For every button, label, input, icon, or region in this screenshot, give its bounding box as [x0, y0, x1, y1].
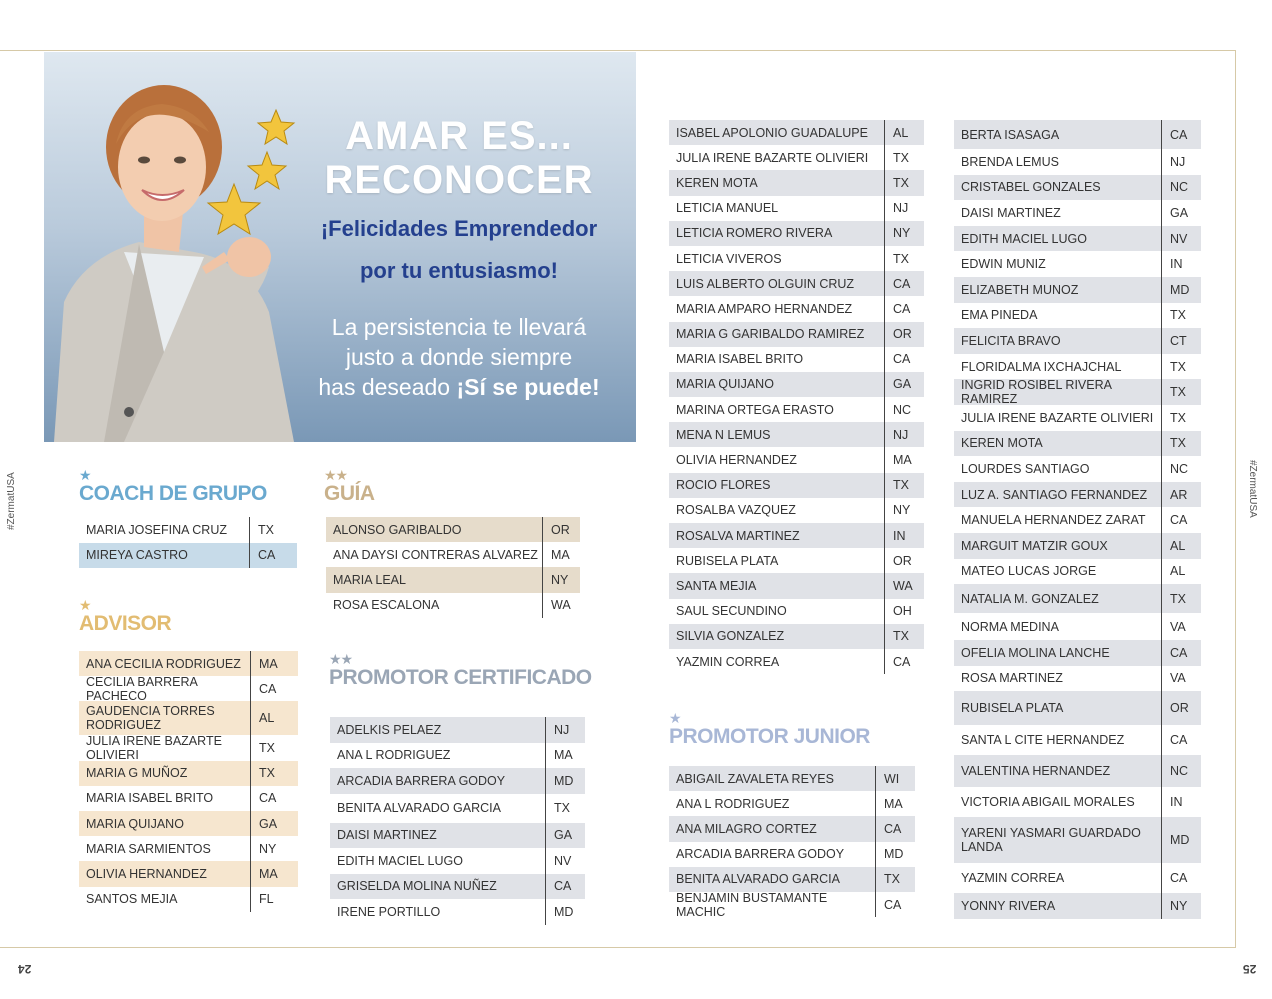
member-state: GA — [1161, 200, 1201, 226]
table-row — [330, 874, 585, 900]
member-state: AL — [884, 120, 924, 145]
table-row — [954, 893, 1201, 919]
member-state: MA — [875, 791, 915, 816]
member-name: NORMA MEDINA — [961, 619, 1059, 634]
guia-heading — [324, 468, 375, 506]
member-name: MARIA SARMIENTOS — [86, 841, 211, 856]
table-row — [954, 817, 1201, 863]
member-state: GA — [884, 372, 924, 397]
member-name: MARGUIT MATZIR GOUX — [961, 538, 1108, 553]
member-name: OLIVIA HERNANDEZ — [86, 866, 207, 881]
member-name: ANA CECILIA RODRIGUEZ — [86, 656, 241, 671]
member-state: TX — [1161, 584, 1201, 613]
table-row — [669, 246, 924, 271]
junior-title: PROMOTOR JUNIOR — [669, 725, 870, 748]
member-state: VA — [1161, 613, 1201, 640]
member-state: MA — [542, 542, 580, 567]
star-icon: ★ — [79, 467, 91, 483]
banner-message-3a: has deseado — [318, 374, 457, 400]
star-icon: ★ — [669, 710, 681, 726]
member-state: NY — [250, 836, 298, 861]
member-name: DAISI MARTINEZ — [337, 828, 437, 843]
member-state: CA — [875, 892, 915, 917]
member-state: TX — [1161, 379, 1201, 405]
table-row — [669, 296, 924, 321]
member-name: BRENDA LEMUS — [961, 154, 1059, 169]
banner-message-2: justo a donde siempre — [345, 344, 573, 370]
table-row — [669, 842, 915, 867]
member-name: GRISELDA MOLINA NUÑEZ — [337, 879, 497, 894]
member-name: ROSA ESCALONA — [333, 598, 440, 613]
column3-table — [669, 120, 924, 674]
table-row — [669, 397, 924, 422]
member-name: RUBISELA PLATA — [676, 553, 779, 568]
member-name: KEREN MOTA — [676, 175, 758, 190]
member-state: OR — [884, 548, 924, 573]
table-row — [79, 811, 298, 836]
side-hashtag-right: #ZermatUSA — [1247, 460, 1258, 518]
guia-title: GUÍA — [324, 482, 375, 505]
member-name: RUBISELA PLATA — [961, 701, 1064, 716]
member-state: MA — [884, 447, 924, 472]
member-state: NY — [884, 498, 924, 523]
member-name: VICTORIA ABIGAIL MORALES — [961, 795, 1135, 810]
member-name: ROSALVA MARTINEZ — [676, 528, 800, 543]
member-name: ANA L RODRIGUEZ — [676, 796, 790, 811]
table-row — [954, 559, 1201, 585]
table-row — [954, 303, 1201, 329]
member-state: IN — [1161, 251, 1201, 277]
member-state: TX — [250, 735, 298, 760]
member-name: YARENI YASMARI GUARDADO LANDA — [961, 826, 1141, 855]
table-row — [79, 701, 298, 735]
member-state: CA — [1161, 507, 1201, 533]
table-row — [669, 599, 924, 624]
member-name: ELIZABETH MUNOZ — [961, 282, 1079, 297]
member-name: BENITA ALVARADO GARCIA — [337, 801, 501, 815]
member-state: TX — [884, 624, 924, 649]
table-row — [79, 517, 297, 543]
table-row — [954, 200, 1201, 226]
table-row — [326, 567, 580, 592]
table-row — [330, 899, 585, 925]
member-state: AL — [1161, 533, 1201, 559]
member-state: MD — [545, 899, 585, 925]
table-row — [669, 372, 924, 397]
table-row — [326, 542, 580, 567]
member-state: CA — [884, 296, 924, 321]
member-name: MARIA ISABEL BRITO — [86, 791, 214, 806]
table-row — [79, 761, 298, 786]
member-name: OLIVIA HERNANDEZ — [676, 453, 797, 468]
table-row — [330, 794, 585, 823]
table-row — [954, 691, 1201, 725]
member-name: SAUL SECUNDINO — [676, 604, 787, 619]
member-state: IN — [1161, 787, 1201, 817]
member-state: NV — [1161, 226, 1201, 252]
table-row — [669, 766, 915, 791]
table-row — [954, 354, 1201, 380]
table-row — [954, 431, 1201, 457]
certificado-title: PROMOTOR CERTIFICADO — [329, 666, 592, 689]
member-state: NY — [1161, 893, 1201, 919]
table-row — [954, 640, 1201, 666]
table-row — [669, 422, 924, 447]
member-state: TX — [1161, 303, 1201, 329]
column4-table — [954, 120, 1201, 919]
member-name: IRENE PORTILLO — [337, 904, 441, 919]
member-state: CA — [884, 347, 924, 372]
advisor-title: ADVISOR — [79, 612, 172, 635]
table-row — [954, 725, 1201, 755]
table-row — [79, 861, 298, 886]
member-name: NATALIA M. GONZALEZ — [961, 591, 1099, 606]
member-state: AL — [1161, 559, 1201, 585]
banner-title-2: RECONOCER — [324, 158, 594, 202]
table-row — [669, 498, 924, 523]
banner-text — [294, 114, 624, 402]
member-name: DAISI MARTINEZ — [961, 205, 1061, 220]
member-name: MANUELA HERNANDEZ ZARAT — [961, 513, 1146, 528]
member-name: MARIA JOSEFINA CRUZ — [86, 522, 227, 537]
table-row — [954, 533, 1201, 559]
member-name: MARIA G GARIBALDO RAMIREZ — [676, 327, 865, 342]
table-row — [669, 791, 915, 816]
member-state: NC — [884, 397, 924, 422]
advisor-heading — [79, 598, 171, 636]
member-state: TX — [1161, 354, 1201, 380]
member-name: JULIA IRENE BAZARTE OLIVIERI — [86, 733, 222, 762]
member-name: FELICITA BRAVO — [961, 333, 1061, 348]
member-state: MD — [1161, 817, 1201, 863]
member-state: NJ — [884, 196, 924, 221]
member-state: NJ — [545, 717, 585, 743]
member-state: TX — [249, 517, 297, 543]
member-state: MD — [545, 768, 585, 794]
table-row — [669, 548, 924, 573]
table-row — [954, 277, 1201, 303]
table-row — [954, 251, 1201, 277]
member-name: YAZMIN CORREA — [961, 871, 1065, 886]
member-state: OR — [1161, 691, 1201, 725]
member-name: SANTA MEJIA — [676, 578, 757, 593]
table-row — [79, 651, 298, 676]
member-name: ANA L RODRIGUEZ — [337, 748, 451, 763]
table-row — [954, 120, 1201, 149]
certificado-heading — [329, 652, 592, 690]
table-row — [79, 676, 298, 701]
member-state: AR — [1161, 482, 1201, 508]
member-state: MA — [250, 861, 298, 886]
member-name: ABIGAIL ZAVALETA REYES — [676, 771, 834, 786]
banner — [44, 52, 636, 442]
table-row — [326, 593, 580, 618]
banner-title-1: AMAR ES... — [345, 114, 573, 158]
member-name: ROCIO FLORES — [676, 478, 771, 493]
table-row — [669, 196, 924, 221]
junior-table — [669, 766, 915, 917]
star-icon: ★★ — [329, 651, 353, 667]
member-name: BENITA ALVARADO GARCIA — [676, 872, 840, 887]
table-row — [954, 507, 1201, 533]
member-name: ALONSO GARIBALDO — [333, 522, 462, 537]
member-name: CECILIA BARRERA PACHECO — [86, 674, 198, 703]
member-state: TX — [545, 794, 585, 823]
member-state: TX — [884, 246, 924, 271]
member-name: MARIA AMPARO HERNANDEZ — [676, 301, 853, 316]
member-name: ISABEL APOLONIO GUADALUPE — [676, 125, 868, 140]
table-row — [669, 816, 915, 841]
member-state: OR — [542, 517, 580, 542]
member-state: NY — [884, 221, 924, 246]
member-name: YAZMIN CORREA — [676, 654, 780, 669]
table-row — [954, 328, 1201, 354]
table-row — [669, 892, 915, 917]
member-name: MARIA LEAL — [333, 572, 406, 587]
member-state: NC — [1161, 456, 1201, 482]
table-row — [669, 649, 924, 674]
member-state: OR — [884, 322, 924, 347]
member-name: EMA PINEDA — [961, 308, 1038, 323]
member-state: NJ — [1161, 149, 1201, 175]
member-state: TX — [884, 145, 924, 170]
table-row — [954, 613, 1201, 640]
table-row — [79, 735, 298, 760]
member-state: CA — [1161, 863, 1201, 893]
member-name: MATEO LUCAS JORGE — [961, 564, 1097, 579]
table-row — [954, 584, 1201, 613]
member-state: MA — [545, 743, 585, 769]
member-state: MD — [1161, 277, 1201, 303]
table-row — [669, 170, 924, 195]
member-state: CA — [1161, 725, 1201, 755]
table-row — [954, 666, 1201, 692]
member-state: CA — [875, 816, 915, 841]
member-name: EDITH MACIEL LUGO — [961, 231, 1087, 246]
member-name: MARIA G MUÑOZ — [86, 766, 188, 781]
table-row — [954, 456, 1201, 482]
woman-photo — [44, 52, 314, 442]
member-state: NC — [1161, 755, 1201, 787]
member-name: MENA N LEMUS — [676, 427, 771, 442]
table-row — [330, 848, 585, 874]
table-row — [330, 743, 585, 769]
banner-message-3b: ¡Sí se puede! — [456, 374, 600, 400]
member-state: GA — [250, 811, 298, 836]
table-row — [954, 175, 1201, 201]
table-row — [79, 836, 298, 861]
table-row — [954, 863, 1201, 893]
member-name: VALENTINA HERNANDEZ — [961, 764, 1111, 779]
table-row — [79, 786, 298, 811]
member-state: NY — [542, 567, 580, 592]
member-name: FLORIDALMA IXCHAJCHAL — [961, 359, 1122, 374]
table-row — [669, 145, 924, 170]
member-name: CRISTABEL GONZALES — [961, 180, 1101, 195]
member-name: ROSALBA VAZQUEZ — [676, 503, 796, 518]
member-name: YONNY RIVERA — [961, 899, 1056, 914]
table-row — [669, 624, 924, 649]
table-row — [79, 543, 297, 569]
member-state: TX — [1161, 431, 1201, 457]
member-state: CT — [1161, 328, 1201, 354]
table-row — [669, 867, 915, 892]
member-state: TX — [1161, 405, 1201, 431]
member-state: MD — [875, 842, 915, 867]
member-name: LUZ A. SANTIAGO FERNANDEZ — [961, 487, 1148, 502]
table-row — [79, 887, 298, 912]
member-name: INGRID ROSIBEL RIVERA RAMIREZ — [961, 378, 1112, 407]
member-name: LETICIA VIVEROS — [676, 251, 782, 266]
banner-message-3 — [294, 372, 624, 402]
member-name: MARIA QUIJANO — [86, 816, 184, 831]
table-row — [954, 787, 1201, 817]
table-row — [326, 517, 580, 542]
banner-subtitle-2: por tu entusiasmo! — [359, 258, 558, 283]
member-name: ANA DAYSI CONTRERAS ALVAREZ — [333, 547, 538, 562]
coach-title: COACH DE GRUPO — [79, 482, 267, 505]
member-name: EDWIN MUNIZ — [961, 257, 1046, 272]
member-name: ADELKIS PELAEZ — [337, 722, 442, 737]
member-state: CA — [1161, 120, 1201, 149]
coach-heading — [79, 468, 267, 506]
table-row — [954, 149, 1201, 175]
member-name: MARIA QUIJANO — [676, 377, 774, 392]
banner-subtitle-1: ¡Felicidades Emprendedor — [320, 216, 598, 241]
table-row — [669, 221, 924, 246]
member-state: CA — [545, 874, 585, 900]
member-state: AL — [250, 701, 298, 735]
page-number-left: 24 — [18, 962, 32, 976]
member-state: IN — [884, 523, 924, 548]
star-icon: ★ — [79, 597, 91, 613]
banner-message-1: La persistencia te llevará — [331, 314, 587, 340]
member-name: ARCADIA BARRERA GODOY — [676, 847, 845, 862]
member-name: SILVIA GONZALEZ — [676, 629, 785, 644]
member-state: TX — [250, 761, 298, 786]
member-name: KEREN MOTA — [961, 436, 1043, 451]
member-state: TX — [884, 170, 924, 195]
member-state: TX — [875, 867, 915, 892]
member-state: WI — [875, 766, 915, 791]
member-name: BERTA ISASAGA — [961, 127, 1060, 142]
member-state: CA — [884, 271, 924, 296]
table-row — [669, 322, 924, 347]
member-name: JULIA IRENE BAZARTE OLIVIERI — [676, 150, 869, 165]
member-name: LOURDES SANTIAGO — [961, 461, 1090, 476]
member-name: MARINA ORTEGA ERASTO — [676, 402, 834, 417]
table-row — [669, 573, 924, 598]
member-name: ARCADIA BARRERA GODOY — [337, 773, 506, 788]
member-name: LETICIA ROMERO RIVERA — [676, 226, 833, 241]
member-state: TX — [884, 473, 924, 498]
table-row — [954, 226, 1201, 252]
star-icon: ★★ — [324, 467, 348, 483]
side-hashtag-left: #ZermatUSA — [6, 472, 17, 530]
member-name: LETICIA MANUEL — [676, 201, 779, 216]
junior-heading — [669, 711, 870, 749]
table-row — [669, 473, 924, 498]
member-state: CA — [249, 543, 297, 569]
table-row — [954, 755, 1201, 787]
advisor-table — [79, 651, 298, 912]
member-name: SANTOS MEJIA — [86, 892, 178, 907]
member-name: EDITH MACIEL LUGO — [337, 853, 463, 868]
member-name: MARIA ISABEL BRITO — [676, 352, 804, 367]
member-state: GA — [545, 823, 585, 849]
guia-table — [326, 517, 580, 618]
table-row — [669, 347, 924, 372]
member-state: MA — [250, 651, 298, 676]
table-row — [330, 823, 585, 849]
member-state: CA — [250, 786, 298, 811]
coach-table — [79, 517, 297, 568]
member-state: WA — [884, 573, 924, 598]
member-state: FL — [250, 887, 298, 912]
member-name: ANA MILAGRO CORTEZ — [676, 821, 817, 836]
table-row — [330, 717, 585, 743]
member-state: VA — [1161, 666, 1201, 692]
member-name: SANTA L CITE HERNANDEZ — [961, 733, 1125, 748]
table-row — [330, 768, 585, 794]
table-row — [954, 405, 1201, 431]
member-name: LUIS ALBERTO OLGUIN CRUZ — [676, 276, 855, 291]
table-row — [669, 523, 924, 548]
table-row — [954, 482, 1201, 508]
member-state: NV — [545, 848, 585, 874]
member-name: BENJAMIN BUSTAMANTE MACHIC — [676, 890, 828, 919]
member-state: CA — [884, 649, 924, 674]
member-state: NC — [1161, 175, 1201, 201]
member-state: NJ — [884, 422, 924, 447]
member-state: OH — [884, 599, 924, 624]
member-state: CA — [250, 676, 298, 701]
member-name: GAUDENCIA TORRES RODRIGUEZ — [86, 704, 215, 733]
certificado-table — [330, 717, 585, 925]
table-row — [669, 271, 924, 296]
member-name: ROSA MARTINEZ — [961, 671, 1063, 686]
table-row — [669, 447, 924, 472]
member-name: MIREYA CASTRO — [86, 548, 188, 563]
page-number-right: 25 — [1243, 962, 1257, 976]
member-state: WA — [542, 593, 580, 618]
table-row — [669, 120, 924, 145]
member-state: CA — [1161, 640, 1201, 666]
table-row — [954, 379, 1201, 405]
member-name: OFELIA MOLINA LANCHE — [961, 645, 1110, 660]
member-name: JULIA IRENE BAZARTE OLIVIERI — [961, 410, 1154, 425]
